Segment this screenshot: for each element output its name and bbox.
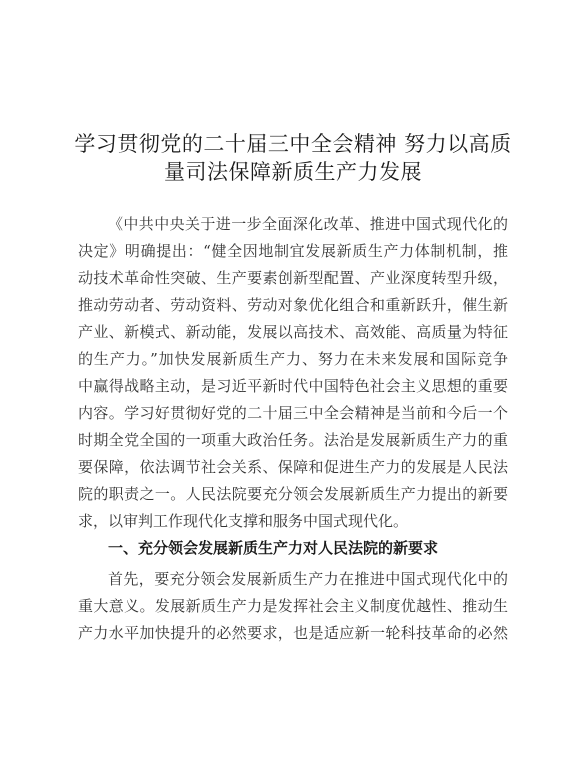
paragraph-2-line: 产力水平加快提升的必然要求，也是适应新一轮科技革命的必然 — [78, 624, 508, 642]
paragraph-1-line: 产业、新模式、新动能，发展以高技术、高效能、高质量为特征 — [78, 323, 508, 341]
paragraph-2-line: 首先，要充分领会发展新质生产力在推进中国式现代化中的 — [108, 570, 508, 588]
paragraph-1-line: 《中共中央关于进一步全面深化改革、推进中国式现代化的 — [108, 215, 508, 233]
paragraph-1-line: 要保障，依法调节社会关系、保障和促进生产力的发展是人民法 — [78, 458, 508, 476]
paragraph-1-line: 的生产力。”加快发展新质生产力、努力在未来发展和国际竞争 — [78, 350, 508, 368]
document-title-line-2: 量司法保障新质生产力发展 — [164, 160, 422, 184]
document-title-line-1: 学习贯彻党的二十届三中全会精神 努力以高质 — [74, 132, 512, 156]
paragraph-1-line: 决定》明确提出：“健全因地制宜发展新质生产力体制机制，推 — [78, 242, 508, 260]
paragraph-1-line: 动技术革命性突破、生产要素创新型配置、产业深度转型升级， — [78, 269, 508, 287]
paragraph-1-line: 院的职责之一。人民法院要充分领会发展新质生产力提出的新要 — [78, 485, 508, 503]
paragraph-1-line: 内容。学习好贯彻好党的二十届三中全会精神是当前和今后一个 — [78, 404, 508, 422]
section-heading: 一、充分领会发展新质生产力对人民法院的新要求 — [108, 539, 439, 557]
paragraph-1-line: 中赢得战略主动，是习近平新时代中国特色社会主义思想的重要 — [78, 377, 508, 395]
paragraph-1-line: 求，以审判工作现代化支撑和服务中国式现代化。 — [78, 512, 409, 530]
paragraph-1-line: 推动劳动者、劳动资料、劳动对象优化组合和重新跃升，催生新 — [78, 296, 508, 314]
paragraph-1-line: 时期全党全国的一项重大政治任务。法治是发展新质生产力的重 — [78, 431, 508, 449]
paragraph-2-line: 重大意义。发展新质生产力是发挥社会主义制度优越性、推动生 — [78, 597, 508, 615]
